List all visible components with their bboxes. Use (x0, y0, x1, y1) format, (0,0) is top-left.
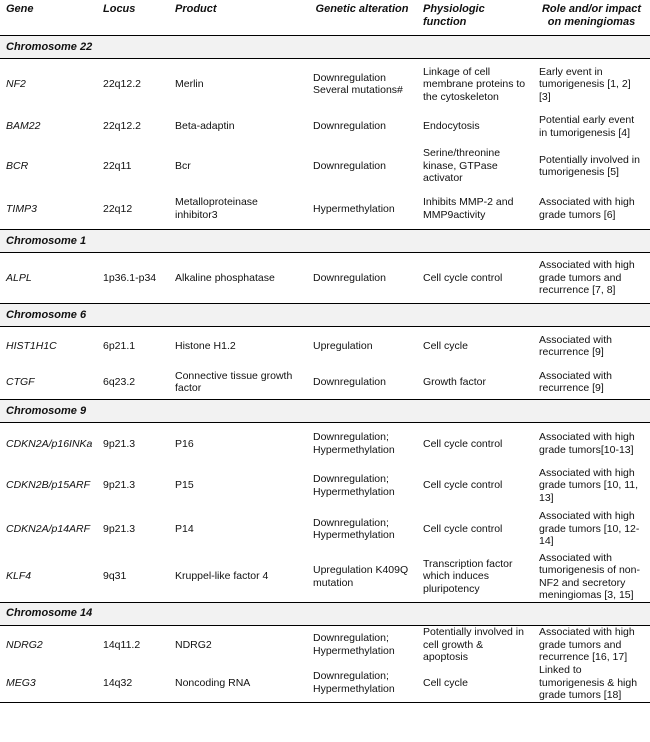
header-locus: Locus (97, 0, 169, 36)
genetic-alteration-cell: Downregulation (313, 271, 386, 284)
role-cell: Associated with recurrence [9] (539, 369, 612, 395)
genetic-alteration-cell: Downregulation (313, 376, 386, 388)
product-cell: Alkaline phosphatase (175, 271, 275, 284)
table-row (0, 423, 650, 465)
product-cell: Noncoding RNA (169, 664, 307, 702)
role-cell: Associated with high grade tumors [10, 12-14] (539, 510, 640, 548)
locus-cell: 1p36.1-p34 (103, 271, 157, 284)
table-row (0, 144, 650, 189)
role-cell: Associated with tumorigenesis of non-NF2 and secretory meningiomas [3, 15] (539, 551, 640, 601)
role-cell: Associated with high grade tumors and recurrence [16, 17] (539, 626, 635, 663)
genetic-alteration-cell: Downregulation (313, 159, 386, 172)
product-cell: Bcr (175, 159, 191, 172)
table-row (0, 465, 650, 507)
product-cell: P16 (175, 437, 194, 450)
physiologic-function-cell: Cell cycle control (423, 271, 503, 284)
table-row (0, 366, 650, 400)
table-row (0, 625, 650, 664)
locus-cell: 14q11.2 (103, 638, 141, 651)
table-row (0, 59, 650, 110)
genetic-alteration-cell: Upregulation (313, 340, 373, 352)
chromosome-title: Chromosome 14 (0, 602, 650, 625)
genetic-alteration-cell: Downregulation; Hypermethylation (313, 473, 395, 498)
chromosome-section-header (0, 36, 650, 59)
table-row (0, 253, 650, 304)
genetic-alteration-cell: Downregulation; Hypermethylation (313, 431, 395, 456)
table-row (0, 110, 650, 144)
role-cell: Linked to tumorigenesis & high grade tumors [18] (533, 664, 650, 702)
locus-cell: 6p21.1 (103, 340, 136, 352)
gene-cell: MEG3 (0, 664, 97, 702)
role-cell: Early event in tumorigenesis [1, 2] [3] (539, 65, 631, 103)
gene-cell: BAM22 (6, 120, 41, 133)
gene-cell: CTGF (6, 376, 35, 388)
chromosome-title: Chromosome 22 (0, 36, 650, 59)
gene-cell: BCR (6, 159, 29, 172)
genetic-alteration-cell: Downregulation; Hypermethylation (313, 632, 395, 657)
role-cell: Associated with high grade tumors[10-13] (539, 431, 635, 456)
table-row (0, 552, 650, 603)
gene-cell: NDRG2 (6, 638, 43, 651)
chromosome-section-header (0, 602, 650, 625)
header-gene: Gene (0, 0, 97, 36)
physiologic-function-cell: Cell cycle control (423, 437, 503, 450)
physiologic-function-cell: Linkage of cell membrane proteins to the cytoskeleton (423, 65, 526, 103)
header-row (0, 0, 650, 36)
physiologic-function-cell: Cell cycle control (423, 479, 503, 492)
role-cell: Associated with recurrence [9] (539, 333, 612, 359)
role-cell: Potentially involved in tumorigenesis [5] (539, 153, 640, 178)
gene-cell: ALPL (6, 271, 32, 284)
product-cell: Histone H1.2 (175, 340, 236, 352)
genetic-alteration-cell: Downregulation Several mutations# (313, 71, 403, 97)
product-cell: Connective tissue growth factor (175, 369, 293, 395)
locus-cell: 9q31 (103, 570, 127, 583)
gene-cell: CDKN2B/p15ARF (6, 479, 91, 492)
physiologic-function-cell: Cell cycle (417, 664, 533, 702)
physiologic-function-cell: Cell cycle control (423, 522, 503, 535)
physiologic-function-cell: Growth factor (423, 376, 487, 388)
product-cell: P15 (175, 479, 194, 492)
table-row (0, 664, 650, 702)
gene-cell: KLF4 (6, 570, 32, 583)
product-cell: Metalloproteinase inhibitor3 (175, 196, 258, 221)
table-row (0, 327, 650, 366)
chromosome-section-header (0, 304, 650, 327)
product-cell: Beta-adaptin (175, 120, 235, 133)
table-row (0, 189, 650, 230)
chromosome-section-header (0, 400, 650, 423)
locus-cell: 6q23.2 (103, 376, 136, 388)
locus-cell: 22q12.2 (103, 120, 141, 133)
gene-cell: CDKN2A/p14ARF (6, 522, 91, 535)
locus-cell: 22q12.2 (103, 78, 141, 90)
header-genetic-alteration: Genetic alteration (307, 0, 417, 36)
genetic-alteration-cell: Upregulation K409Q mutation (313, 564, 409, 589)
product-cell: NDRG2 (175, 638, 212, 651)
physiologic-function-cell: Endocytosis (423, 120, 480, 133)
gene-cell: TIMP3 (6, 202, 37, 215)
genetic-alteration-cell: Downregulation; Hypermethylation (307, 664, 417, 702)
product-cell: Kruppel-like factor 4 (175, 570, 269, 583)
product-cell: P14 (175, 522, 194, 535)
header-physiologic-function: Physiologic function (417, 0, 533, 36)
genetic-alteration-cell: Downregulation; Hypermethylation (313, 516, 395, 541)
locus-cell: 22q12 (103, 202, 133, 215)
genetic-alteration-cell: Downregulation (313, 120, 386, 133)
chromosome-title: Chromosome 9 (0, 400, 650, 423)
genetic-alteration-cell: Hypermethylation (313, 202, 395, 215)
chromosome-title: Chromosome 6 (0, 304, 650, 327)
locus-cell: 9p21.3 (103, 522, 136, 535)
header-product: Product (169, 0, 307, 36)
role-cell: Associated with high grade tumors [10, 11, 13] (539, 466, 639, 504)
physiologic-function-cell: Inhibits MMP-2 and MMP9activity (423, 196, 514, 221)
chromosome-section-header (0, 230, 650, 253)
locus-cell: 9p21.3 (103, 479, 136, 492)
role-cell: Potential early event in tumorigenesis [4] (539, 114, 635, 139)
chromosome-title: Chromosome 1 (0, 230, 650, 253)
gene-cell: NF2 (6, 78, 26, 90)
gene-cell: HIST1H1C (6, 340, 57, 352)
gene-cell: CDKN2A/p16INKa (6, 437, 93, 450)
physiologic-function-cell: Potentially involved in cell growth & apoptosis (423, 626, 524, 663)
physiologic-function-cell: Cell cycle (423, 340, 468, 352)
table-row (0, 507, 650, 552)
product-cell: Merlin (175, 78, 204, 90)
role-cell: Associated with high grade tumors [6] (539, 196, 635, 221)
locus-cell: 9p21.3 (103, 437, 136, 450)
locus-cell: 22q11 (103, 159, 132, 172)
physiologic-function-cell: Transcription factor which induces pluripotency (423, 557, 513, 595)
header-role-impact: Role and/or impact on meningiomas (533, 0, 650, 36)
locus-cell: 14q32 (97, 664, 169, 702)
physiologic-function-cell: Serine/threonine kinase, GTPase activator (423, 147, 501, 185)
role-cell: Associated with high grade tumors and recurrence [7, 8] (539, 259, 635, 297)
